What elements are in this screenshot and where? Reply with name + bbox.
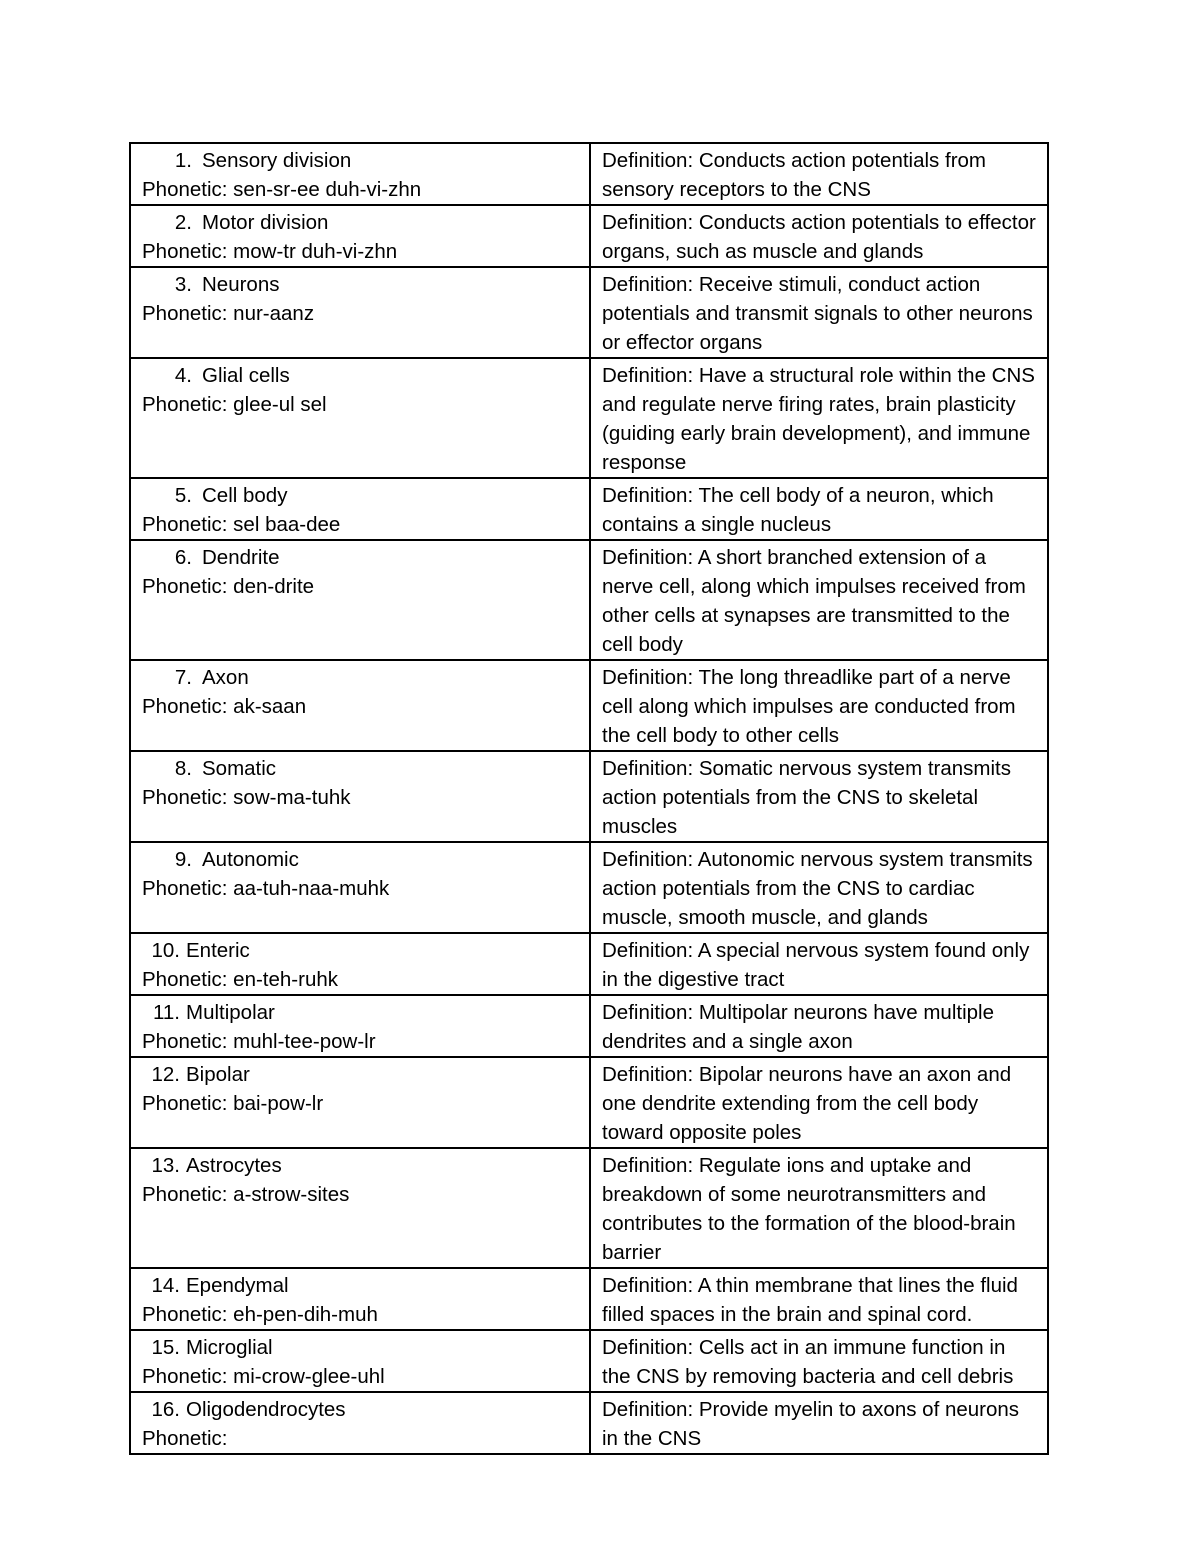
term-cell xyxy=(130,1057,590,1148)
term-name: Axon xyxy=(202,666,249,689)
table-row xyxy=(130,1330,1048,1392)
term-number: 4. xyxy=(174,364,192,387)
term-cell xyxy=(130,205,590,267)
definition-cell xyxy=(590,842,1048,933)
table-row xyxy=(130,267,1048,358)
term-name: Cell body xyxy=(202,484,288,507)
term-name: Microglial xyxy=(186,1336,273,1359)
definition-text: Definition: Conducts action potentials to effector organs, such as muscle and glands xyxy=(602,211,1036,263)
definition-text: Definition: Receive stimuli, conduct action potentials and transmit signals to other neurons or effector organs xyxy=(602,273,1033,354)
definition-cell xyxy=(590,267,1048,358)
term-number: 9. xyxy=(174,848,192,871)
term-cell xyxy=(130,842,590,933)
term-number: 8. xyxy=(174,757,192,780)
definition-cell xyxy=(590,358,1048,478)
term-number: 15. xyxy=(151,1336,180,1359)
term-heading xyxy=(142,481,581,510)
table-row xyxy=(130,358,1048,478)
phonetic-text: Phonetic: sen-sr-ee duh-vi-zhn xyxy=(142,178,422,201)
definition-text: Definition: A special nervous system found only in the digestive tract xyxy=(602,939,1030,991)
table-row xyxy=(130,143,1048,205)
definition-text: Definition: The cell body of a neuron, which contains a single nucleus xyxy=(602,484,994,536)
term-name: Motor division xyxy=(202,211,329,234)
term-name: Neurons xyxy=(202,273,280,296)
phonetic-text: Phonetic: ak-saan xyxy=(142,695,307,718)
phonetic-text: Phonetic: aa-tuh-naa-muhk xyxy=(142,877,390,900)
term-name: Autonomic xyxy=(202,848,299,871)
definition-cell xyxy=(590,478,1048,540)
term-cell xyxy=(130,540,590,660)
phonetic-text: Phonetic: sel baa-dee xyxy=(142,513,341,536)
term-name: Oligodendrocytes xyxy=(186,1398,346,1421)
term-cell xyxy=(130,143,590,205)
definition-text: Definition: Somatic nervous system transmits action potentials from the CNS to skeletal muscles xyxy=(602,757,1011,838)
phonetic-text: Phonetic: eh-pen-dih-muh xyxy=(142,1303,378,1326)
phonetic-text: Phonetic: den-drite xyxy=(142,575,315,598)
term-cell xyxy=(130,358,590,478)
term-number: 3. xyxy=(174,273,192,296)
term-number: 1. xyxy=(174,149,192,172)
term-heading xyxy=(142,1333,581,1362)
definition-cell xyxy=(590,1330,1048,1392)
term-heading xyxy=(142,361,581,390)
phonetic-text: Phonetic: bai-pow-lr xyxy=(142,1092,324,1115)
definition-text: Definition: Multipolar neurons have multiple dendrites and a single axon xyxy=(602,1001,994,1053)
definition-text: Definition: Conducts action potentials from sensory receptors to the CNS xyxy=(602,149,987,201)
term-heading xyxy=(142,1271,581,1300)
term-number: 10. xyxy=(151,939,180,962)
term-cell xyxy=(130,933,590,995)
table-row xyxy=(130,751,1048,842)
table-row xyxy=(130,1268,1048,1330)
term-cell xyxy=(130,478,590,540)
table-row xyxy=(130,540,1048,660)
term-name: Ependymal xyxy=(186,1274,289,1297)
definition-cell xyxy=(590,660,1048,751)
term-heading xyxy=(142,270,581,299)
definition-cell xyxy=(590,1057,1048,1148)
definition-text: Definition: A thin membrane that lines the fluid filled spaces in the brain and spinal cord. xyxy=(602,1274,1018,1326)
term-name: Multipolar xyxy=(186,1001,275,1024)
definition-text: Definition: Provide myelin to axons of neurons in the CNS xyxy=(602,1398,1020,1450)
table-row xyxy=(130,933,1048,995)
term-number: 7. xyxy=(174,666,192,689)
phonetic-text: Phonetic: a-strow-sites xyxy=(142,1183,350,1206)
term-cell xyxy=(130,1148,590,1268)
term-heading xyxy=(142,754,581,783)
term-name: Glial cells xyxy=(202,364,290,387)
term-name: Sensory division xyxy=(202,149,352,172)
definition-text: Definition: The long threadlike part of a nerve cell along which impulses are conducted from the cell body to other cells xyxy=(602,666,1016,747)
term-number: 13. xyxy=(151,1154,180,1177)
definition-text: Definition: Cells act in an immune function in the CNS by removing bacteria and cell debris xyxy=(602,1336,1014,1388)
table-row xyxy=(130,660,1048,751)
definition-cell xyxy=(590,205,1048,267)
phonetic-text: Phonetic: xyxy=(142,1427,228,1450)
vocabulary-table xyxy=(129,142,1049,1455)
definition-cell xyxy=(590,1148,1048,1268)
term-name: Bipolar xyxy=(186,1063,250,1086)
term-number: 16. xyxy=(151,1398,180,1421)
phonetic-text: Phonetic: en-teh-ruhk xyxy=(142,968,339,991)
phonetic-text: Phonetic: glee-ul sel xyxy=(142,393,327,416)
term-number: 6. xyxy=(174,546,192,569)
phonetic-text: Phonetic: nur-aanz xyxy=(142,302,315,325)
term-heading xyxy=(142,663,581,692)
term-heading xyxy=(142,936,581,965)
term-heading xyxy=(142,998,581,1027)
term-heading xyxy=(142,1151,581,1180)
term-number: 12. xyxy=(151,1063,180,1086)
phonetic-text: Phonetic: muhl-tee-pow-lr xyxy=(142,1030,376,1053)
term-name: Astrocytes xyxy=(186,1154,282,1177)
term-cell xyxy=(130,751,590,842)
definition-cell xyxy=(590,933,1048,995)
definition-text: Definition: A short branched extension of a nerve cell, along which impulses received from other cells at synapses are transmitted to the cell body xyxy=(602,546,1026,656)
term-cell xyxy=(130,1268,590,1330)
term-name: Enteric xyxy=(186,939,250,962)
term-heading xyxy=(142,1395,581,1424)
term-number: 2. xyxy=(174,211,192,234)
table-row xyxy=(130,478,1048,540)
term-number: 11. xyxy=(153,1001,180,1024)
definition-text: Definition: Regulate ions and uptake and breakdown of some neurotransmitters and contributes to the formation of the blood-brain barrier xyxy=(602,1154,1016,1264)
table-row xyxy=(130,1148,1048,1268)
table-row xyxy=(130,995,1048,1057)
term-cell xyxy=(130,995,590,1057)
definition-text: Definition: Autonomic nervous system transmits action potentials from the CNS to cardiac muscle, smooth muscle, and glands xyxy=(602,848,1033,929)
definition-cell xyxy=(590,751,1048,842)
term-heading xyxy=(142,845,581,874)
term-cell xyxy=(130,660,590,751)
table-row xyxy=(130,1057,1048,1148)
phonetic-text: Phonetic: mi-crow-glee-uhl xyxy=(142,1365,385,1388)
term-heading xyxy=(142,1060,581,1089)
term-name: Somatic xyxy=(202,757,277,780)
table-row xyxy=(130,1392,1048,1454)
term-number: 14. xyxy=(151,1274,180,1297)
term-cell xyxy=(130,1392,590,1454)
phonetic-text: Phonetic: mow-tr duh-vi-zhn xyxy=(142,240,398,263)
vocabulary-table-body xyxy=(130,143,1048,1454)
term-heading xyxy=(142,543,581,572)
definition-cell xyxy=(590,540,1048,660)
term-name: Dendrite xyxy=(202,546,280,569)
table-row xyxy=(130,842,1048,933)
term-heading xyxy=(142,208,581,237)
definition-text: Definition: Have a structural role within the CNS and regulate nerve firing rates, brain plasticity (guiding early brain development), and immune response xyxy=(602,364,1035,474)
definition-cell xyxy=(590,1268,1048,1330)
definition-cell xyxy=(590,1392,1048,1454)
definition-cell xyxy=(590,995,1048,1057)
term-heading xyxy=(142,146,581,175)
definition-cell xyxy=(590,143,1048,205)
phonetic-text: Phonetic: sow-ma-tuhk xyxy=(142,786,351,809)
term-cell xyxy=(130,267,590,358)
definition-text: Definition: Bipolar neurons have an axon and one dendrite extending from the cell body toward opposite poles xyxy=(602,1063,1012,1144)
term-cell xyxy=(130,1330,590,1392)
term-number: 5. xyxy=(174,484,192,507)
table-row xyxy=(130,205,1048,267)
